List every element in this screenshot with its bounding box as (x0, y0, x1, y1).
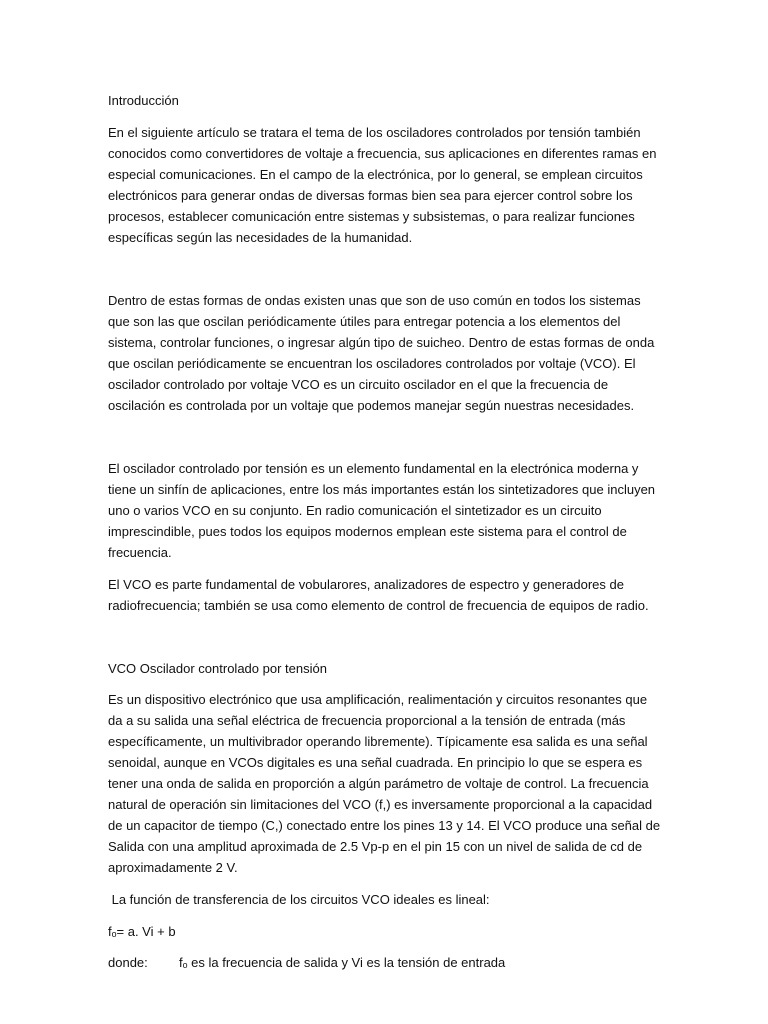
text-line: radiofrecuencia; también se usa como elemento de control de frecuencia de equipos de radio. (108, 598, 649, 613)
text-line: oscilación es controlada por un voltaje que podemos manejar según nuestras necesidades. (108, 398, 635, 413)
text-line: conocidos como convertidores de voltaje a frecuencia, sus aplicaciones en diferentes ramas en (108, 146, 657, 161)
where-text: fₒ es la frecuencia de salida y Vi es la tensión de entrada (179, 955, 506, 970)
where-label: donde: (108, 955, 148, 970)
subheading-vco: VCO Oscilador controlado por tensión (108, 661, 327, 676)
text-line: Es un dispositivo electrónico que usa amplificación, realimentación y circuitos resonantes que (108, 692, 648, 707)
text-line: especial comunicaciones. En el campo de la electrónica, por lo general, se emplean circuitos (108, 167, 643, 182)
text-line: En el siguiente artículo se tratara el tema de los osciladores controlados por tensión también (108, 125, 641, 140)
text-line: que son las que oscilan periódicamente útiles para entregar potencia a los elementos del (108, 314, 621, 329)
transfer-function-sentence: La función de transferencia de los circuitos VCO ideales es lineal: (108, 892, 490, 907)
text-line: Salida con una amplitud aproximada de 2.5 Vp-p en el pin 15 con un nivel de salida de cd de (108, 839, 643, 854)
text-line: específicamente, un multivibrador operando libremente). Típicamente esa salida es una señal (108, 734, 648, 749)
text-line: procesos, establecer comunicación entre sistemas y subsistemas, o para realizar funciones (108, 209, 635, 224)
text-line: tener una onda de salida en proporción a algún parámetro de voltaje de control. La frecuencia (108, 776, 649, 791)
text-line: tiene un sinfín de aplicaciones, entre los más importantes están los sintetizadores que incluyen (108, 482, 656, 497)
text-line: imprescindible, pues todos los equipos modernos emplean este sistema para el control de (108, 524, 627, 539)
text-line: El VCO es parte fundamental de vobularores, analizadores de espectro y generadores de (108, 577, 624, 592)
text-line: natural de operación sin limitaciones del VCO (f,) es inversamente proporcional a la capacidad (108, 797, 653, 812)
text-line: senoidal, aunque en VCOs digitales es una señal cuadrada. En principio lo que se espera es (108, 755, 643, 770)
text-line: El oscilador controlado por tensión es un elemento fundamental en la electrónica moderna y (108, 461, 639, 476)
text-line: sistema, controlar funciones, o ingresar algún tipo de suicheo. Dentro de estas formas de onda (108, 335, 655, 350)
heading-introduccion: Introducción (108, 93, 179, 108)
text-line: da a su salida una señal eléctrica de frecuencia proporcional a la tensión de entrada (más (108, 713, 626, 728)
text-line: oscilador controlado por voltaje VCO es un circuito oscilador en el que la frecuencia de (108, 377, 609, 392)
text-line: electrónicos para generar ondas de diversas formas bien sea para ejercer control sobre los (108, 188, 633, 203)
formula: fₒ= a. Vi + b (108, 924, 176, 939)
text-line: uno o varios VCO en su conjunto. En radio comunicación el sintetizador es un circuito (108, 503, 602, 518)
text-line: que oscilan periódicamente se encuentran los osciladores controlados por voltaje (VCO). El (108, 356, 636, 371)
text-line: Dentro de estas formas de ondas existen unas que son de uso común en todos los sistemas (108, 293, 641, 308)
text-line: de un capacitor de tiempo (C,) conectado entre los pines 13 y 14. El VCO produce una señal de (108, 818, 661, 833)
text-line: específicas según las necesidades de la humanidad. (108, 230, 413, 245)
text-line: aproximadamente 2 V. (108, 860, 238, 875)
text-line: frecuencia. (108, 545, 172, 560)
